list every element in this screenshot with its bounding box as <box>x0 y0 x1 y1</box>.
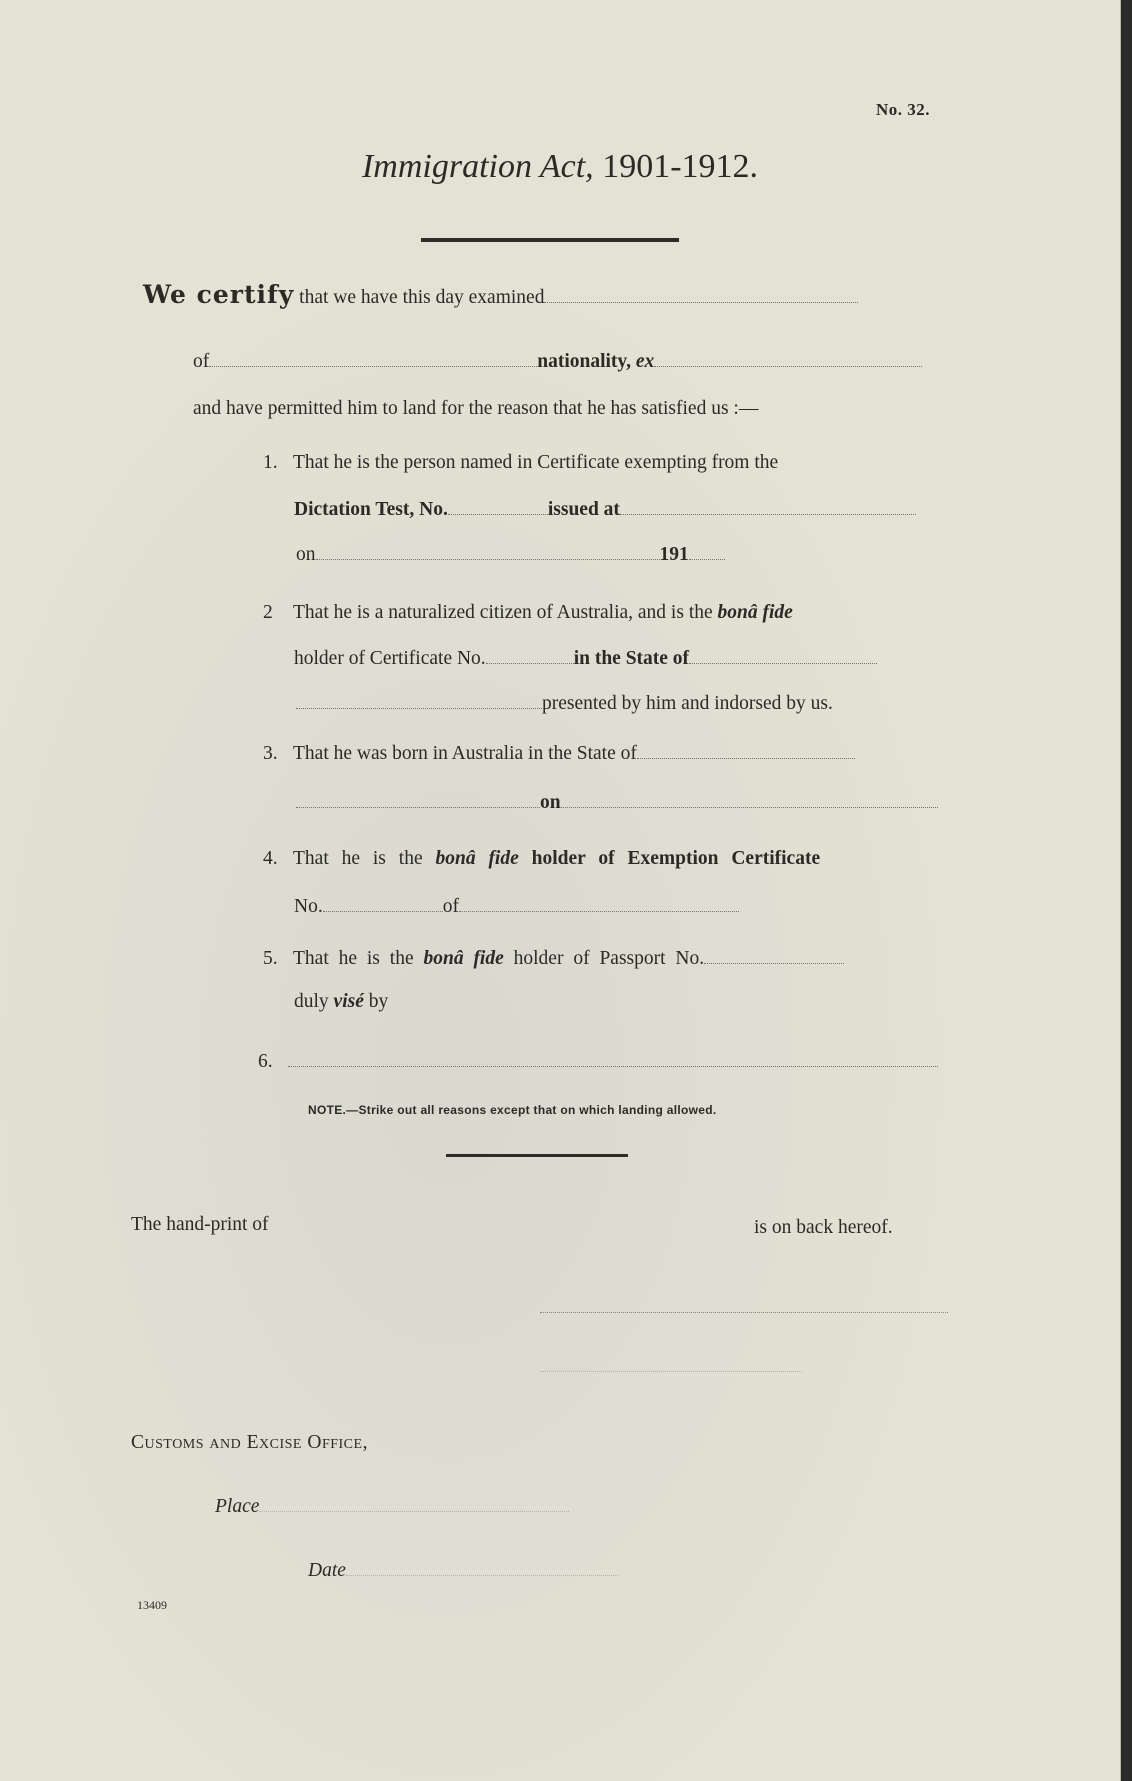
office-label: Customs and Excise Office, <box>131 1432 368 1453</box>
year-prefix: 191 <box>659 544 689 565</box>
page-title <box>0 148 1120 186</box>
state-field[interactable] <box>689 645 877 664</box>
state-of-label: in the State of <box>573 648 690 669</box>
reason-5-number: 5. <box>263 948 278 969</box>
issued-at-label: issued at <box>547 499 620 520</box>
reason-4-text: That he is the <box>293 848 423 869</box>
issued-at-field[interactable] <box>620 496 916 515</box>
state-continued-field[interactable] <box>296 690 542 709</box>
exemption-date-field[interactable] <box>459 893 739 912</box>
place-field[interactable] <box>259 1493 569 1512</box>
reason-1-line-3 <box>296 541 725 567</box>
by-label: by <box>368 991 389 1012</box>
nationality-label: nationality, <box>537 351 631 372</box>
reason-2-line-2 <box>294 645 877 671</box>
place-line <box>215 1493 569 1519</box>
reason-5-text: That he is the <box>293 948 414 969</box>
reason-1-line-1 <box>263 451 778 475</box>
reason-4-line-2 <box>294 893 739 919</box>
date-field[interactable] <box>346 1557 618 1576</box>
reason-1-number: 1. <box>263 452 278 473</box>
certify-opening: We certify <box>143 280 295 309</box>
birth-place-field[interactable] <box>296 789 540 808</box>
note-text: NOTE.—Strike out all reasons except that on which landing allowed. <box>308 1103 717 1117</box>
reason-6-line <box>258 1048 938 1074</box>
birth-state-field[interactable] <box>637 740 855 759</box>
ex-label: ex <box>635 351 655 372</box>
certificate-no-label: holder of Certificate No. <box>294 648 486 669</box>
presented-text: presented by him and indorsed by us. <box>542 693 833 714</box>
date-line <box>308 1557 618 1583</box>
reason-3-line-2 <box>296 789 938 815</box>
origin-field[interactable] <box>209 348 537 367</box>
born-on-label: on <box>540 792 561 813</box>
reason-2-line-1 <box>263 601 793 625</box>
bona-fide-label: bonâ fide <box>423 948 504 969</box>
bona-fide-label: bonâ fide <box>717 602 793 623</box>
reason-6-number: 6. <box>258 1051 273 1072</box>
reason-1-text: That he is the person named in Certificate exempting from the <box>293 452 779 473</box>
vise-label: visé <box>333 991 364 1012</box>
birth-date-field[interactable] <box>561 789 938 808</box>
passport-number-field[interactable] <box>704 945 844 964</box>
exemption-no-label: No. <box>294 896 323 917</box>
passport-label: holder of Passport No. <box>513 948 705 969</box>
of-label: of <box>193 351 210 372</box>
handprint-label: The hand-print of <box>131 1214 269 1235</box>
certificate-number-field[interactable] <box>486 645 574 664</box>
reason-3-number: 3. <box>263 743 278 764</box>
reason-2-text: That he is a naturalized citizen of Australia, and is the <box>293 602 713 623</box>
handprint-suffix: is on back hereof. <box>754 1217 893 1238</box>
reason-4-number: 4. <box>263 848 278 869</box>
place-label: Place <box>215 1496 260 1517</box>
certify-text: that we have this day examined <box>299 287 545 308</box>
signature-line-1[interactable] <box>540 1312 948 1313</box>
reason-2-line-3 <box>296 690 833 716</box>
divider-rule <box>421 238 679 242</box>
dictation-test-label: Dictation Test, No. <box>294 499 448 520</box>
exemption-of-label: of <box>442 896 459 917</box>
exemption-number-field[interactable] <box>323 893 443 912</box>
title-act-name: Immigration Act, <box>361 148 594 185</box>
date-label: Date <box>308 1560 346 1581</box>
other-reason-field[interactable] <box>288 1048 938 1067</box>
nationality-line <box>193 348 922 374</box>
divider-rule <box>446 1154 628 1157</box>
exemption-certificate-label: holder of Exemption Certificate <box>531 848 821 869</box>
reason-4-line-1 <box>263 847 820 871</box>
title-years: 1901-1912. <box>602 148 759 185</box>
year-field[interactable] <box>689 541 725 560</box>
certify-line <box>143 280 858 310</box>
print-number: 13409 <box>137 1598 167 1612</box>
permitted-line: and have permitted him to land for the reason that he has satisfied us :— <box>193 398 759 419</box>
form-number: No. 32. <box>876 100 931 119</box>
examined-name-field[interactable] <box>544 284 858 303</box>
reason-1-line-2 <box>294 496 916 522</box>
on-label: on <box>296 544 316 565</box>
reason-5-line-1 <box>263 945 844 971</box>
issue-date-field[interactable] <box>316 541 660 560</box>
ship-field[interactable] <box>654 348 922 367</box>
bona-fide-label: bonâ fide <box>435 848 519 869</box>
reason-3-line-1 <box>263 740 855 766</box>
dictation-test-number-field[interactable] <box>448 496 548 515</box>
reason-3-text: That he was born in Australia in the State of <box>293 743 637 764</box>
signature-line-2[interactable] <box>540 1371 802 1372</box>
reason-2-number: 2 <box>263 602 273 623</box>
duly-label: duly <box>294 991 329 1012</box>
reason-5-line-2 <box>294 990 388 1014</box>
